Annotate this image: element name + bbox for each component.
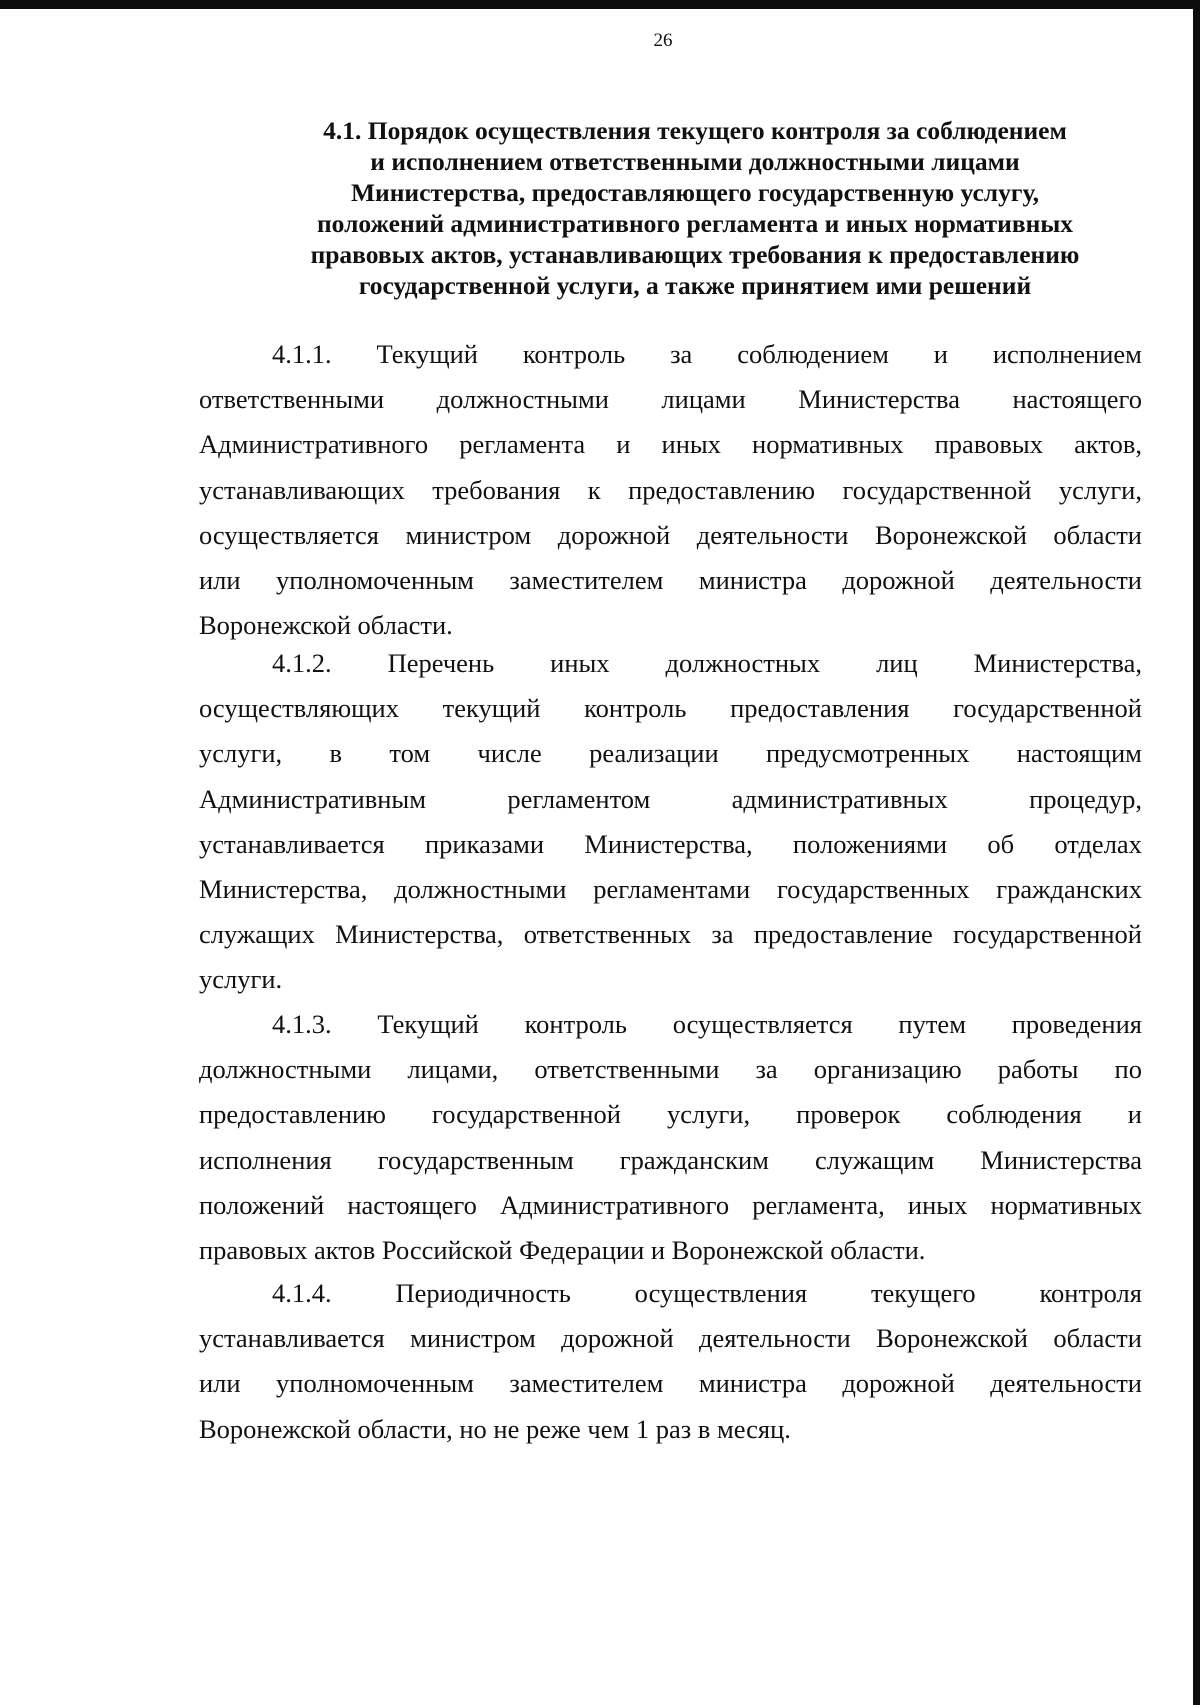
heading-line: Министерства, предоставляющего государственную услугу,: [350, 178, 1040, 207]
word: области: [1053, 520, 1142, 550]
word: в: [329, 738, 343, 768]
word: исполнением: [992, 339, 1142, 369]
word: услуги.: [199, 964, 283, 994]
word: 4.1.4.: [272, 1278, 332, 1308]
word: Воронежской: [876, 1323, 1028, 1353]
word: иных: [907, 1190, 968, 1220]
word: настоящего: [1012, 384, 1142, 414]
word: Министерства: [798, 384, 960, 414]
text-line: [199, 609, 453, 641]
text-line: [199, 918, 1142, 950]
word: ответственными: [199, 384, 385, 414]
text-line: [199, 692, 1142, 724]
word: актов,: [1074, 429, 1142, 459]
scan-border-top: [0, 0, 1200, 9]
word: регламентом: [507, 784, 651, 814]
word: регламента,: [752, 1190, 885, 1220]
word: предоставлению: [628, 475, 816, 505]
word: служащих: [199, 919, 315, 949]
word: устанавливается: [199, 829, 385, 859]
word: Министерства,: [973, 648, 1142, 678]
word: устанавливается: [199, 1323, 385, 1353]
word: деятельности: [699, 1323, 851, 1353]
word: исполнения: [199, 1145, 332, 1175]
text-line: [199, 1098, 1142, 1130]
word: Административного: [499, 1190, 730, 1220]
word: контроля: [1039, 1278, 1142, 1308]
word: Министерства,: [335, 919, 504, 949]
text-line: [199, 963, 282, 995]
word: об: [987, 829, 1015, 859]
word: государственной: [432, 1099, 621, 1129]
word: предоставление: [753, 919, 933, 949]
word: Министерства: [980, 1145, 1142, 1175]
word: осуществляется: [672, 1009, 853, 1039]
word: и: [1127, 1099, 1142, 1129]
word: Министерства,: [584, 829, 753, 859]
word: Административного: [199, 429, 429, 459]
scan-border-right: [1193, 0, 1200, 1705]
word: предоставления: [730, 693, 910, 723]
word: соблюдением: [737, 339, 889, 369]
word: государственной: [842, 475, 1032, 505]
word: регламента: [459, 429, 586, 459]
word: Министерства,: [199, 874, 368, 904]
word: лицами,: [407, 1054, 499, 1084]
text-line: [272, 1008, 1142, 1040]
heading-line: и исполнением ответственными должностными лицами: [370, 147, 1020, 176]
word: 4.1.1.: [272, 339, 332, 369]
word: регламентами: [593, 874, 751, 904]
heading-line: положений административного регламента и иных нормативных: [316, 209, 1073, 238]
word: иных: [661, 429, 721, 459]
text-line: [199, 737, 1142, 769]
word: деятельности: [990, 565, 1142, 595]
word: Перечень: [387, 648, 495, 678]
word: деятельности: [990, 1368, 1142, 1398]
word: требования: [432, 475, 561, 505]
word: услуги,: [666, 1099, 751, 1129]
word: соблюдения: [946, 1099, 1082, 1129]
word: иных: [550, 648, 610, 678]
word: настоящим: [1016, 738, 1142, 768]
word: том: [389, 738, 431, 768]
word: уполномоченным: [276, 565, 474, 595]
word: реализации: [589, 738, 719, 768]
word: контроль: [522, 339, 626, 369]
word: государственных: [776, 874, 970, 904]
word: за: [755, 1054, 778, 1084]
word: текущего: [870, 1278, 976, 1308]
word: должностными: [394, 874, 567, 904]
word: осуществляющих: [199, 693, 399, 723]
text-line: [199, 564, 1142, 596]
text-line: [199, 428, 1142, 460]
word: нормативных: [752, 429, 904, 459]
word: Текущий: [377, 1009, 479, 1039]
word: осуществления: [634, 1278, 808, 1308]
word: министром: [405, 520, 532, 550]
word: государственной: [953, 693, 1142, 723]
word: ответственными: [534, 1054, 720, 1084]
word: государственной: [953, 919, 1142, 949]
word: Воронежской области.: [199, 610, 453, 640]
word: приказами: [425, 829, 545, 859]
word: или: [199, 1368, 241, 1398]
word: министром: [410, 1323, 536, 1353]
word: Административным: [199, 784, 426, 814]
text-line: [272, 338, 1142, 370]
word: положений: [199, 1190, 325, 1220]
heading-line: 4.1. Порядок осуществления текущего контроля за соблюдением: [323, 116, 1067, 145]
word: заместителем: [509, 565, 664, 595]
word: настоящего: [347, 1190, 477, 1220]
word: или: [199, 565, 241, 595]
word: дорожной: [557, 520, 671, 550]
text-line: [199, 1189, 1142, 1221]
word: предоставлению: [199, 1099, 386, 1129]
word: и: [616, 429, 631, 459]
word: услуги,: [1058, 475, 1142, 505]
word: министра: [698, 565, 807, 595]
word: путем: [898, 1009, 966, 1039]
word: области: [1053, 1323, 1142, 1353]
word: к: [587, 475, 601, 505]
word: дорожной: [842, 1368, 955, 1398]
word: по: [1114, 1054, 1142, 1084]
text-line: [199, 1144, 1142, 1176]
word: должностными: [199, 1054, 372, 1084]
word: числе: [477, 738, 542, 768]
word: и: [933, 339, 948, 369]
text-line: [199, 783, 1142, 815]
word: служащим: [814, 1145, 935, 1175]
word: текущий: [442, 693, 541, 723]
text-line: [199, 1234, 925, 1266]
word: правовых: [934, 429, 1043, 459]
text-line: [199, 828, 1142, 860]
word: заместителем: [509, 1368, 664, 1398]
text-line: [199, 1413, 791, 1445]
word: 4.1.2.: [272, 648, 332, 678]
word: организацию: [813, 1054, 962, 1084]
text-line: [199, 519, 1142, 551]
word: предусмотренных: [766, 738, 970, 768]
text-line: [199, 1367, 1142, 1399]
page-number: 26: [653, 30, 673, 51]
word: ответственных: [523, 919, 692, 949]
word: гражданских: [996, 874, 1142, 904]
word: отделах: [1054, 829, 1142, 859]
word: должностных: [665, 648, 821, 678]
word: за: [670, 339, 693, 369]
word: уполномоченным: [276, 1368, 474, 1398]
word: за: [711, 919, 734, 949]
text-line: [272, 1277, 1142, 1309]
word: Воронежской: [874, 520, 1027, 550]
word: деятельности: [696, 520, 849, 550]
word: министра: [698, 1368, 807, 1398]
word: процедур,: [1029, 784, 1142, 814]
word: Воронежской области, но не реже чем 1 раз в месяц.: [199, 1414, 791, 1444]
word: проведения: [1011, 1009, 1142, 1039]
text-line: [199, 1053, 1142, 1085]
text-line: [272, 647, 1142, 679]
word: работы: [997, 1054, 1079, 1084]
word: устанавливающих: [199, 475, 405, 505]
word: дорожной: [842, 565, 955, 595]
text-line: [199, 1322, 1142, 1354]
word: контроль: [584, 693, 687, 723]
heading-line: правовых актов, устанавливающих требования к предоставлению: [310, 240, 1080, 269]
word: государственным: [377, 1145, 574, 1175]
word: гражданским: [619, 1145, 769, 1175]
word: осуществляется: [199, 520, 379, 550]
word: нормативных: [990, 1190, 1142, 1220]
word: правовых актов Российской Федерации и Воронежской области.: [199, 1235, 926, 1265]
text-line: [199, 873, 1142, 905]
word: услуги,: [199, 738, 283, 768]
word: Текущий: [376, 339, 478, 369]
word: должностными: [436, 384, 609, 414]
word: 4.1.3.: [272, 1009, 332, 1039]
word: лицами: [661, 384, 746, 414]
text-line: [199, 383, 1142, 415]
section-heading: [255, 115, 1135, 301]
word: административных: [731, 784, 948, 814]
text-line: [199, 474, 1142, 506]
word: лиц: [876, 648, 918, 678]
heading-line: государственной услуги, а также принятием ими решений: [358, 271, 1032, 300]
word: дорожной: [561, 1323, 674, 1353]
word: проверок: [796, 1099, 901, 1129]
word: контроль: [524, 1009, 627, 1039]
word: Периодичность: [395, 1278, 571, 1308]
word: положениями: [792, 829, 948, 859]
